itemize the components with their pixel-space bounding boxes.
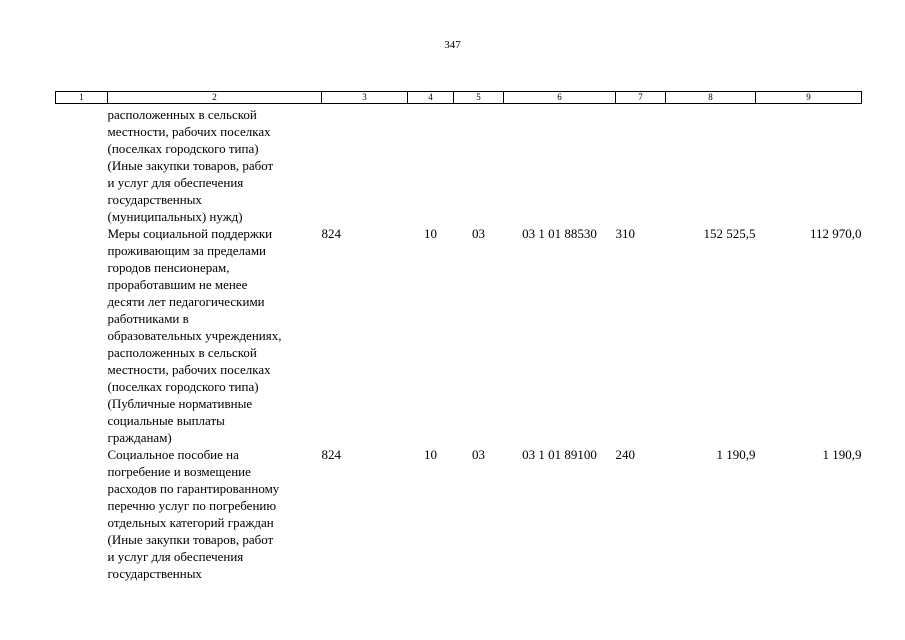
cell-amount-1 bbox=[666, 104, 756, 226]
name-line: работниками в bbox=[107, 311, 189, 326]
name-line: социальные выплаты bbox=[107, 413, 225, 428]
name-line: образовательных учреждениях, bbox=[107, 328, 282, 343]
cell-ministry-code bbox=[322, 104, 408, 226]
name-line: и услуг для обеспечения bbox=[107, 175, 244, 190]
name-line: местности, рабочих поселках bbox=[107, 124, 271, 139]
header-col-6: 6 bbox=[504, 92, 616, 104]
header-col-5: 5 bbox=[454, 92, 504, 104]
name-line: государственных bbox=[107, 192, 202, 207]
cell-amount-1: 152 525,5 bbox=[703, 226, 756, 241]
cell-amount-2 bbox=[756, 104, 862, 226]
cell-expense-type bbox=[616, 104, 666, 226]
name-line: гражданам) bbox=[107, 430, 172, 445]
name-line: и услуг для обеспечения bbox=[107, 549, 244, 564]
header-col-8: 8 bbox=[666, 92, 756, 104]
cell-name bbox=[108, 225, 322, 446]
header-row bbox=[56, 92, 862, 104]
cell-target-article bbox=[504, 104, 616, 226]
name-line: проработавшим не менее bbox=[107, 277, 248, 292]
cell-amount-2: 112 970,0 bbox=[809, 226, 862, 241]
name-line: (поселках городского типа) bbox=[107, 379, 259, 394]
name-line: (Иные закупки товаров, работ bbox=[107, 532, 274, 547]
cell-amount-2: 1 190,9 bbox=[822, 447, 862, 462]
header-col-2: 2 bbox=[108, 92, 322, 104]
name-line: расходов по гарантированному bbox=[107, 481, 280, 496]
header-col-3: 3 bbox=[322, 92, 408, 104]
cell-subsection: 03 bbox=[472, 447, 485, 462]
page-number: 347 bbox=[444, 39, 461, 51]
name-line: отдельных категорий граждан bbox=[107, 515, 274, 530]
name-line: погребение и возмещение bbox=[107, 464, 251, 479]
name-line: (муниципальных) нужд) bbox=[107, 209, 243, 224]
cell-target-article: 03 1 01 88530 bbox=[522, 226, 597, 241]
header-col-7: 7 bbox=[616, 92, 666, 104]
header-col-1: 1 bbox=[56, 92, 108, 104]
cell-col-1 bbox=[56, 225, 108, 446]
header-col-4: 4 bbox=[408, 92, 454, 104]
table-row bbox=[56, 446, 862, 582]
name-line: (Публичные нормативные bbox=[107, 396, 253, 411]
name-line: расположенных в сельской bbox=[107, 107, 257, 122]
name-line: Меры социальной поддержки bbox=[107, 226, 273, 241]
table-row bbox=[56, 225, 862, 446]
name-line: десяти лет педагогическими bbox=[107, 294, 265, 309]
name-line: расположенных в сельской bbox=[107, 345, 257, 360]
budget-table bbox=[55, 91, 862, 582]
name-line: (Иные закупки товаров, работ bbox=[107, 158, 274, 173]
name-line: проживающим за пределами bbox=[107, 243, 267, 258]
cell-name bbox=[108, 104, 322, 226]
name-line: перечню услуг по погребению bbox=[107, 498, 277, 513]
table-row bbox=[56, 104, 862, 226]
name-line: (поселках городского типа) bbox=[107, 141, 259, 156]
cell-subsection: 03 bbox=[472, 226, 485, 241]
cell-ministry-code: 824 bbox=[321, 226, 341, 241]
name-line: городов пенсионерам, bbox=[107, 260, 230, 275]
cell-subsection bbox=[454, 104, 504, 226]
cell-amount-1: 1 190,9 bbox=[716, 447, 756, 462]
header-col-9: 9 bbox=[756, 92, 862, 104]
cell-expense-type: 240 bbox=[615, 447, 635, 462]
cell-ministry-code: 824 bbox=[321, 447, 341, 462]
cell-name bbox=[108, 446, 322, 582]
cell-target-article: 03 1 01 89100 bbox=[522, 447, 597, 462]
cell-section: 10 bbox=[424, 226, 437, 241]
cell-expense-type: 310 bbox=[615, 226, 635, 241]
cell-section bbox=[408, 104, 454, 226]
cell-section: 10 bbox=[424, 447, 437, 462]
cell-col-1 bbox=[56, 446, 108, 582]
cell-col-1 bbox=[56, 104, 108, 226]
name-line: Социальное пособие на bbox=[107, 447, 239, 462]
name-line: местности, рабочих поселках bbox=[107, 362, 271, 377]
name-line: государственных bbox=[107, 566, 202, 581]
